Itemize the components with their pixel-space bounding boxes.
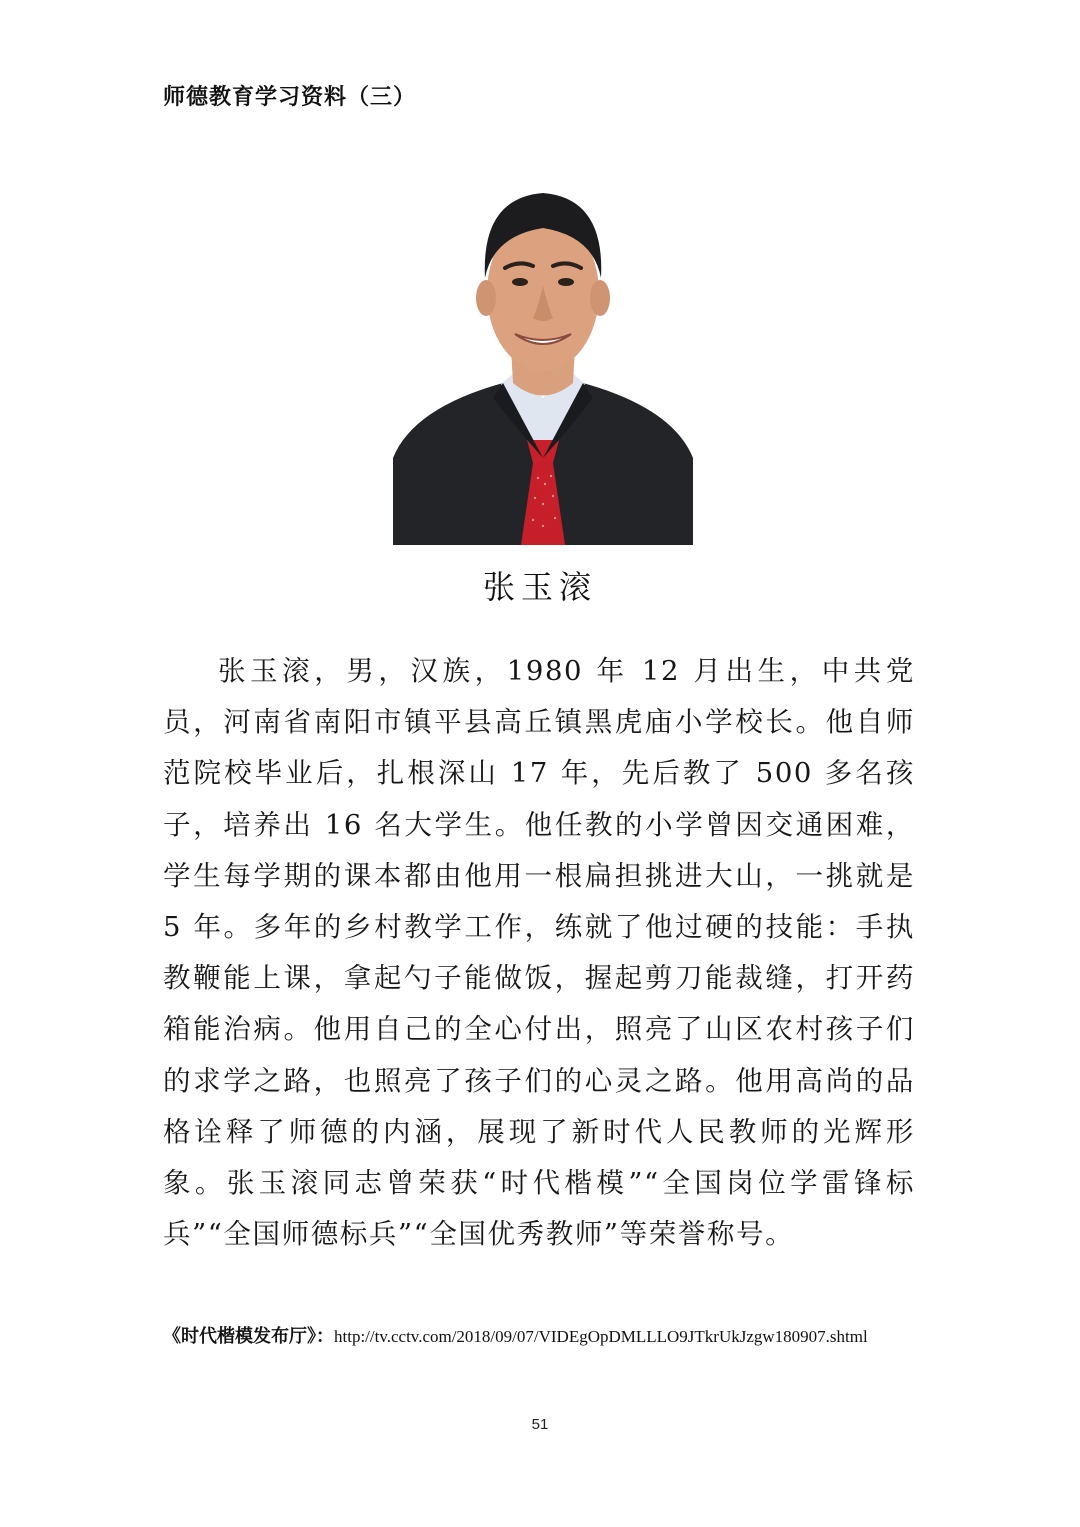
biography-paragraph: 张玉滚，男，汉族，1980 年 12 月出生，中共党员，河南省南阳市镇平县高丘镇黑虎庙小学校长。他自师范院校毕业后，扎根深山 17 年，先后教了 500 多名孩子，培养出 16 名大学生。他任教的小学曾因交通困难，学生每学期的课本都由他用一根扁担挑进大山，一挑就是 5 年。多年的乡村教学工作，练就了他过硬的技能：手执教鞭能上课，拿起勺子能做饭，握起剪刀能裁缝，打开药箱能治病。他用自己的全心付出，照亮了山区农村孩子们的求学之路，也照亮了孩子们的心灵之路。他用高尚的品格诠释了师德的内涵，展现了新时代人民教师的光辉形象。张玉滚同志曾荣获“时代楷模”“全国岗位学雷锋标兵”“全国师德标兵”“全国优秀教师”等荣誉称号。 xyxy=(163,655,915,1251)
source-reference xyxy=(163,1322,868,1348)
person-name: 张玉滚 xyxy=(482,568,597,606)
source-url-link[interactable]: http://tv.cctv.com/2018/09/07/VIDEgOpDMLLLO9JTkrUkJzgw180907.shtml xyxy=(334,1327,868,1346)
document-header-title: 师德教育学习资料（三） xyxy=(163,85,417,110)
source-label: 《时代楷模发布厅》： xyxy=(163,1326,334,1347)
portrait-photo xyxy=(393,158,693,545)
page-number: 51 xyxy=(531,1416,549,1433)
